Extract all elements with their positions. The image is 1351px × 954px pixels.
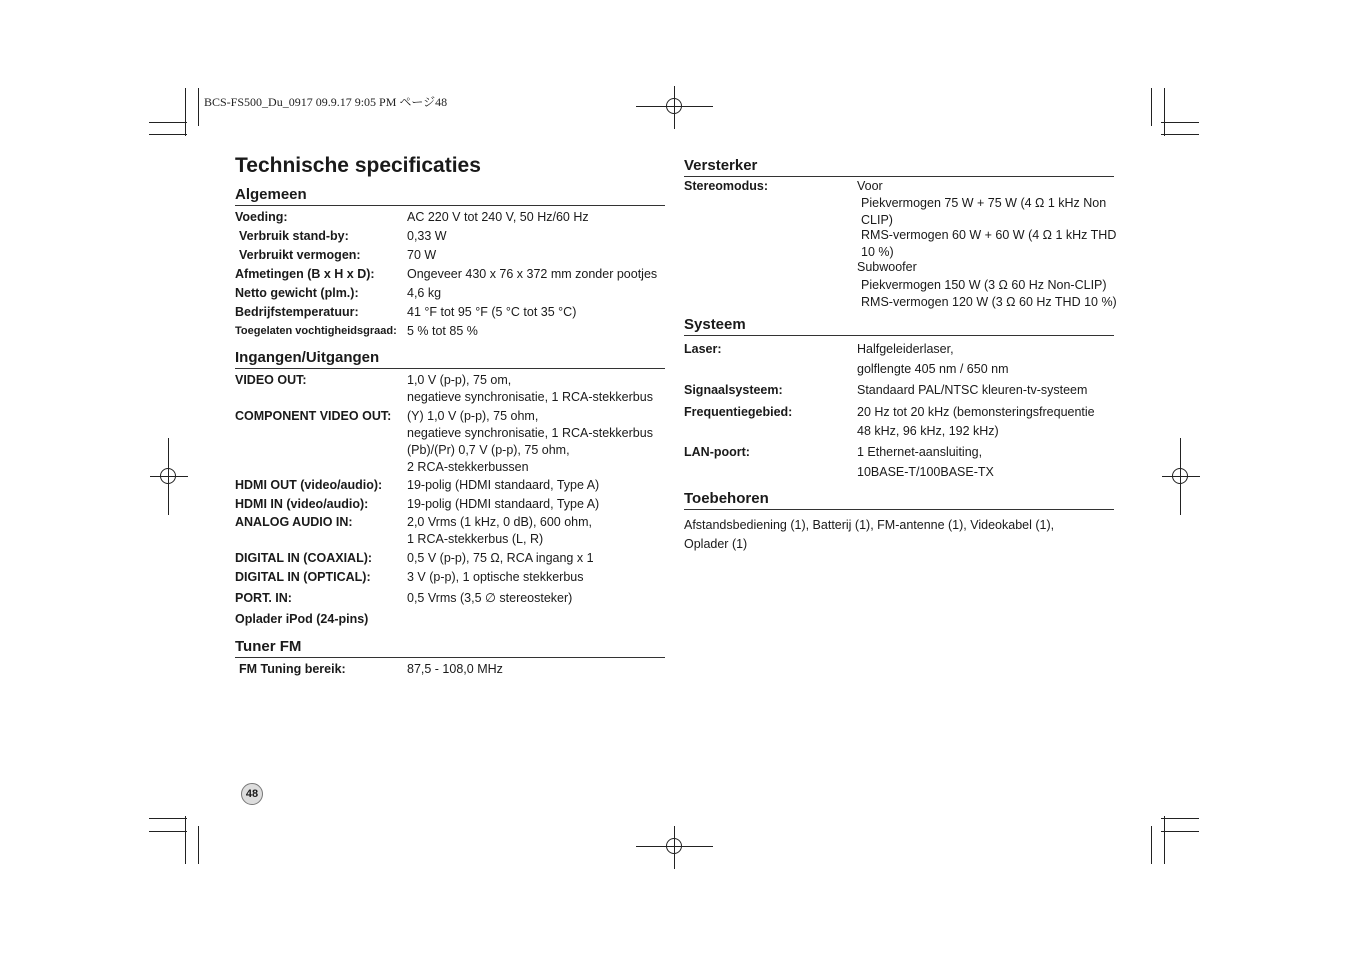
spec-value: Piekvermogen 150 W (3 Ω 60 Hz Non-CLIP)	[861, 278, 1107, 292]
spec-value: Voor	[857, 179, 883, 193]
spec-value	[407, 372, 653, 406]
spec-label: ANALOG AUDIO IN:	[235, 515, 353, 529]
spec-label: VIDEO OUT:	[235, 373, 307, 387]
accessories-line: Oplader (1)	[684, 537, 748, 551]
spec-value: 70 W	[407, 248, 437, 262]
spec-value: Ongeveer 430 x 76 x 372 mm zonder pootjes	[407, 267, 658, 281]
spec-label: Laser:	[684, 342, 722, 356]
page-title: Technische specificaties	[235, 154, 481, 177]
spec-label: LAN-poort:	[684, 445, 750, 459]
section-heading-toebehoren: Toebehoren	[684, 490, 1114, 510]
page-number-badge: 48	[241, 783, 263, 805]
spec-value-line: 1 RCA-stekkerbus (L, R)	[407, 532, 544, 546]
accessories-line: Afstandsbediening (1), Batterij (1), FM-antenne (1), Videokabel (1),	[684, 518, 1055, 532]
spec-label: Frequentiegebied:	[684, 405, 793, 419]
spec-label: PORT. IN:	[235, 591, 292, 605]
spec-label: Voeding:	[235, 210, 288, 224]
print-slug: BCS-FS500_Du_0917 09.9.17 9:05 PM ページ48	[204, 95, 448, 109]
spec-value: 87,5 - 108,0 MHz	[407, 662, 503, 676]
spec-value: 0,33 W	[407, 229, 447, 243]
spec-value: 3 V (p-p), 1 optische stekkerbus	[407, 570, 584, 584]
spec-value: 4,6 kg	[407, 286, 442, 300]
spec-value-line: CLIP)	[861, 213, 893, 227]
spec-value: 0,5 V (p-p), 75 Ω, RCA ingang x 1	[407, 551, 594, 565]
section-heading-tuner-fm: Tuner FM	[235, 638, 665, 658]
spec-label: DIGITAL IN (OPTICAL):	[235, 570, 371, 584]
spec-label: Bedrijfstemperatuur:	[235, 305, 359, 319]
spec-value	[407, 514, 592, 548]
spec-value: RMS-vermogen 120 W (3 Ω 60 Hz THD 10 %)	[861, 295, 1117, 309]
spec-value: 41 °F tot 95 °F (5 °C tot 35 °C)	[407, 305, 577, 319]
spec-label: Signaalsysteem:	[684, 383, 783, 397]
spec-label: Verbruik stand-by:	[239, 229, 349, 243]
spec-value-line: 2,0 Vrms (1 kHz, 0 dB), 600 ohm,	[407, 515, 593, 529]
spec-value: 1 Ethernet-aansluiting,	[857, 445, 983, 459]
section-heading-systeem: Systeem	[684, 316, 1114, 336]
spec-value-line: 1,0 V (p-p), 75 om,	[407, 373, 512, 387]
spec-value	[407, 408, 653, 476]
spec-value: 10BASE-T/100BASE-TX	[857, 465, 994, 479]
spec-label: FM Tuning bereik:	[239, 662, 346, 676]
spec-label: Oplader iPod (24-pins)	[235, 612, 369, 626]
spec-label: HDMI IN (video/audio):	[235, 497, 369, 511]
spec-value	[857, 227, 1116, 261]
accessories-list	[684, 516, 1114, 554]
section-heading-ingangen-uitgangen: Ingangen/Uitgangen	[235, 349, 665, 369]
spec-value: 19-polig (HDMI standaard, Type A)	[407, 497, 600, 511]
spec-label: HDMI OUT (video/audio):	[235, 478, 383, 492]
section-heading-algemeen: Algemeen	[235, 186, 665, 206]
spec-value-line: (Y) 1,0 V (p-p), 75 ohm,	[407, 409, 539, 423]
spec-value: 20 Hz tot 20 kHz (bemonsteringsfrequentie	[857, 405, 1095, 419]
spec-value: AC 220 V tot 240 V, 50 Hz/60 Hz	[407, 210, 589, 224]
spec-value-line: RMS-vermogen 60 W + 60 W (4 Ω 1 kHz THD	[861, 228, 1117, 242]
spec-label: Toegelaten vochtigheidsgraad:	[235, 325, 397, 337]
spec-value: Standaard PAL/NTSC kleuren-tv-systeem	[857, 383, 1088, 397]
spec-value-line: negatieve synchronisatie, 1 RCA-stekkerbus	[407, 390, 653, 404]
spec-value	[857, 195, 1106, 229]
spec-value-line: negatieve synchronisatie, 1 RCA-stekkerbus	[407, 426, 653, 440]
spec-label: Afmetingen (B x H x D):	[235, 267, 375, 281]
spec-value: 0,5 Vrms (3,5 ∅ stereosteker)	[407, 591, 573, 605]
spec-label: Verbruikt vermogen:	[239, 248, 361, 262]
spec-value: 48 kHz, 96 kHz, 192 kHz)	[857, 424, 999, 438]
spec-value: 5 % tot 85 %	[407, 324, 478, 338]
spec-label: COMPONENT VIDEO OUT:	[235, 409, 392, 423]
spec-value: Subwoofer	[857, 260, 917, 274]
spec-value: Halfgeleiderlaser,	[857, 342, 954, 356]
spec-value-line: 2 RCA-stekkerbussen	[407, 460, 529, 474]
spec-value-line: Piekvermogen 75 W + 75 W (4 Ω 1 kHz Non	[861, 196, 1107, 210]
spec-label: Netto gewicht (plm.):	[235, 286, 359, 300]
spec-label: DIGITAL IN (COAXIAL):	[235, 551, 373, 565]
spec-label: Stereomodus:	[684, 179, 769, 193]
spec-value-line: 10 %)	[861, 245, 894, 259]
section-heading-versterker: Versterker	[684, 157, 1114, 177]
spec-value: 19-polig (HDMI standaard, Type A)	[407, 478, 600, 492]
spec-value: golflengte 405 nm / 650 nm	[857, 362, 1009, 376]
spec-value-line: (Pb)/(Pr) 0,7 V (p-p), 75 ohm,	[407, 443, 570, 457]
